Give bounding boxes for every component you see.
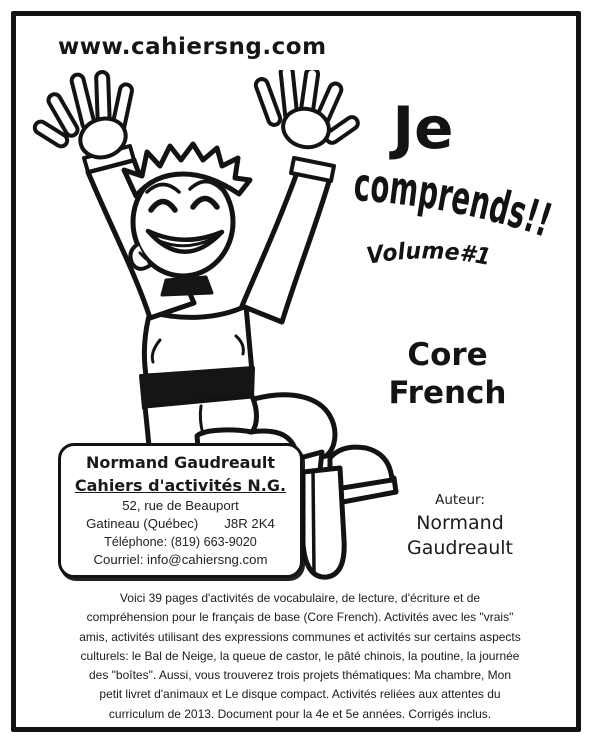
- author-name-line2: Gaudreault: [407, 537, 513, 559]
- subtitle-line2: French: [388, 375, 507, 411]
- author-label: Auteur:: [435, 492, 485, 508]
- contact-info-box: [58, 443, 303, 578]
- description-line: amis, activités utilisant des expressions communes et activités sur certains aspects: [79, 629, 521, 644]
- contact-email-row: [94, 551, 268, 569]
- contact-city-row: [86, 515, 275, 533]
- description-paragraph: [30, 589, 570, 724]
- contact-email-label: Courriel:: [93, 552, 144, 567]
- contact-phone: Téléphone: (819) 663-9020: [104, 535, 257, 549]
- author-name-line1: Normand: [416, 512, 504, 534]
- collar: [162, 277, 212, 295]
- description-line: Voici 39 pages d'activités de vocabulaire, de lecture, d'écriture et de: [119, 591, 481, 605]
- svg-text:comprends!!: [352, 157, 567, 251]
- left-hand: [33, 72, 134, 163]
- title-block: [345, 78, 580, 278]
- contact-organization: Cahiers d'activités N.G.: [74, 476, 287, 495]
- contact-address: 52, rue de Beauport: [122, 498, 239, 513]
- subtitle-line1: Core: [407, 337, 488, 373]
- left-foot: [303, 468, 344, 577]
- description-line: compréhension pour le français de base (Core French). Activités avec les "vrais": [86, 610, 514, 625]
- svg-text:Volume#1: [365, 238, 493, 271]
- description-line: culturels: le Bal de Neige, la queue de castor, le pâté chinois, la poutine, la journée: [80, 648, 520, 663]
- description-line: petit livret d'animaux et Le disque compact. Activités reliées aux attentes du: [99, 687, 501, 702]
- torso: [141, 306, 257, 465]
- contact-name: Normand Gaudreault: [86, 453, 275, 472]
- contact-city: Gatineau (Québec): [86, 516, 199, 531]
- contact-email: info@cahiersng.com: [147, 552, 268, 567]
- subtitle-core-french: [370, 336, 525, 412]
- website-url: www.cahiersng.com: [58, 34, 327, 60]
- title-word2: comprends!!: [352, 157, 567, 251]
- description-line: curriculum de 2013. Document pour la 4e et 5e années. Corrigés inclus.: [108, 706, 492, 721]
- title-volume: Volume#1: [364, 238, 494, 272]
- author-block: [380, 492, 540, 561]
- contact-postal-code: J8R 2K4: [224, 516, 275, 531]
- title-word1: Je: [392, 94, 454, 162]
- description-line: des "boîtes". Aussi, vous trouverez trois projets thématiques: Ma chambre, Mon: [88, 668, 512, 683]
- right-arm: [242, 158, 334, 322]
